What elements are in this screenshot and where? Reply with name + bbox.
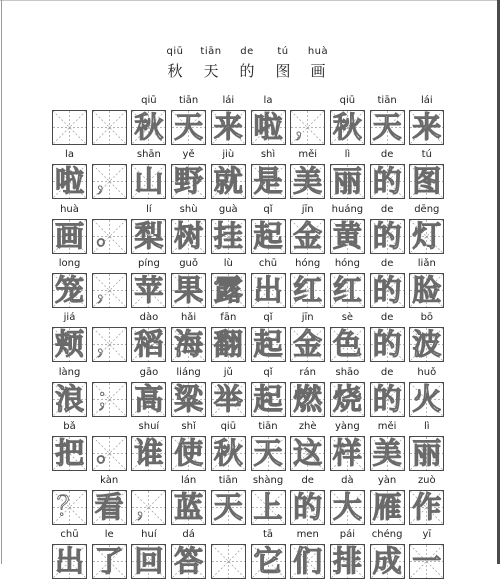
trace-character: 金 xyxy=(293,218,323,253)
tianzige-cell xyxy=(370,219,405,254)
pinyin-label xyxy=(90,311,129,325)
pinyin-label: de xyxy=(301,475,314,487)
pinyin-label xyxy=(90,420,129,434)
trace-character: 燃 xyxy=(293,381,323,416)
pinyin-label xyxy=(90,148,129,162)
pinyin-label: jīn xyxy=(301,203,314,215)
tianzige-cell xyxy=(211,219,246,254)
pinyin-label: huà xyxy=(60,203,79,215)
trace-character: 就 xyxy=(213,164,243,199)
tianzige-cell xyxy=(92,436,127,471)
trace-character: 谁 xyxy=(134,435,164,470)
trace-character: 起 xyxy=(253,218,283,253)
tianzige-cell xyxy=(171,164,206,199)
tianzige-cell xyxy=(251,273,286,308)
tianzige-cell xyxy=(52,382,87,417)
pinyin-label: qiū xyxy=(220,420,237,432)
pinyin-label: dào xyxy=(139,312,159,324)
pinyin-label: lí xyxy=(146,203,152,215)
title-pinyin: qiū xyxy=(166,46,184,57)
trace-character: 丽 xyxy=(412,435,442,470)
tianzige-cell xyxy=(290,273,325,308)
tianzige-cell xyxy=(131,436,166,471)
tianzige-cell xyxy=(370,164,405,199)
pinyin-label: huǒ xyxy=(417,366,437,378)
tianzige-cell xyxy=(409,219,444,254)
pinyin-label: hǎi xyxy=(180,312,197,324)
trace-character: 灯 xyxy=(412,218,442,253)
trace-character: 秋 xyxy=(332,110,362,144)
pinyin-label: dà xyxy=(341,475,354,487)
tianzige-cell xyxy=(330,544,365,579)
title-char: 图 xyxy=(275,62,291,80)
tianzige-cell xyxy=(171,327,206,362)
trace-character: 脸 xyxy=(412,272,442,307)
tianzige-cell xyxy=(171,110,206,145)
tianzige-cell xyxy=(290,327,325,362)
pinyin-label: zuò xyxy=(417,475,436,487)
trace-character: 排 xyxy=(332,544,362,579)
tianzige-cell xyxy=(409,110,444,145)
tianzige-cell xyxy=(330,164,365,199)
tianzige-cell xyxy=(330,327,365,362)
tianzige-cell xyxy=(52,544,87,579)
pinyin-label: de xyxy=(380,257,394,269)
pinyin-label xyxy=(90,257,129,271)
tianzige-cell xyxy=(409,327,444,362)
trace-character: 蓝 xyxy=(174,490,204,525)
tianzige-cell xyxy=(92,490,127,525)
trace-character: 答 xyxy=(174,544,204,579)
tianzige-cell xyxy=(370,327,405,362)
tianzige-cell xyxy=(92,273,127,308)
pinyin-label: dēng xyxy=(414,203,440,215)
trace-character: 来 xyxy=(412,110,442,144)
trace-character: 它 xyxy=(253,544,283,579)
tianzige-cell xyxy=(92,110,127,145)
trace-character: 的 xyxy=(372,164,402,199)
trace-character: 波 xyxy=(412,327,442,362)
trace-character: 天 xyxy=(174,110,204,144)
pinyin-label: tú xyxy=(421,149,432,161)
tianzige-cell xyxy=(171,273,206,308)
pinyin-label xyxy=(288,94,327,108)
tianzige-cell xyxy=(251,382,286,417)
pinyin-label: qiū xyxy=(141,95,157,106)
tianzige-cell xyxy=(52,110,87,145)
trace-character: 出 xyxy=(54,544,84,579)
trace-character: 上 xyxy=(253,490,283,525)
punctuation-mark: 。 xyxy=(96,220,123,251)
trace-character: 秋 xyxy=(134,110,164,144)
tianzige-cell xyxy=(92,219,127,254)
pinyin-label: měi xyxy=(377,420,397,432)
cell-guide-lines xyxy=(212,545,245,578)
tianzige-cell xyxy=(330,436,365,471)
trace-character: 金 xyxy=(293,327,323,362)
trace-character: 回 xyxy=(134,544,164,579)
trace-character: 看 xyxy=(94,490,124,525)
cell-guide-lines xyxy=(93,111,126,144)
pinyin-label: shù xyxy=(179,203,198,215)
tianzige-cell xyxy=(290,490,325,525)
tianzige-cell xyxy=(92,544,127,579)
pinyin-label: pái xyxy=(339,529,356,541)
tianzige-cell xyxy=(131,219,166,254)
pinyin-label: yàng xyxy=(335,420,360,432)
trace-character: 成 xyxy=(372,544,402,579)
tianzige-cell xyxy=(409,382,444,417)
pinyin-label xyxy=(90,203,129,217)
trace-character: 树 xyxy=(174,218,204,253)
tianzige-cell xyxy=(171,219,206,254)
pinyin-label: chū xyxy=(60,529,79,541)
tianzige-cell xyxy=(131,382,166,417)
tianzige-cell xyxy=(92,382,127,417)
tianzige-cell xyxy=(211,327,246,362)
title-pinyin: tú xyxy=(277,46,289,57)
pinyin-label: fān xyxy=(220,312,237,324)
punctuation-mark: ； xyxy=(96,383,123,414)
trace-character: 起 xyxy=(253,381,283,416)
trace-character: 出 xyxy=(253,272,283,307)
pinyin-label: sè xyxy=(341,312,354,324)
pinyin-label: qiū xyxy=(339,95,356,106)
pinyin-label: lì xyxy=(424,420,430,432)
pinyin-label: tiān xyxy=(258,420,278,432)
pinyin-label xyxy=(90,366,129,380)
pinyin-label: de xyxy=(380,366,394,378)
trace-character: 画 xyxy=(54,218,84,253)
pinyin-label: jīn xyxy=(301,312,314,324)
pinyin-label: bǎ xyxy=(63,420,76,432)
pinyin-label: shāo xyxy=(335,366,360,378)
pinyin-label: lán xyxy=(180,475,197,487)
pinyin-label: lì xyxy=(344,149,351,161)
pinyin-label: shàng xyxy=(252,475,284,487)
trace-character: 天 xyxy=(213,490,243,525)
pinyin-label: liǎn xyxy=(417,257,436,269)
tianzige-cell xyxy=(171,436,206,471)
pinyin-label: rán xyxy=(299,366,316,378)
trace-character: 这 xyxy=(293,435,323,470)
tianzige-cell xyxy=(409,490,444,525)
tianzige-cell xyxy=(409,436,444,471)
pinyin-label: men xyxy=(296,529,319,541)
tianzige-cell xyxy=(290,382,325,417)
trace-character: 是 xyxy=(253,164,283,199)
pinyin-label: shì xyxy=(260,149,276,161)
trace-character: 一 xyxy=(412,544,442,579)
tianzige-cell xyxy=(330,219,365,254)
tianzige-cell xyxy=(370,382,405,417)
pinyin-label xyxy=(90,94,129,108)
pinyin-label: tā xyxy=(262,529,274,541)
trace-character: 美 xyxy=(293,164,323,199)
trace-character: 色 xyxy=(332,327,362,362)
punctuation-mark: ， xyxy=(135,492,162,523)
trace-character: 火 xyxy=(412,381,442,416)
trace-character: 样 xyxy=(332,435,362,470)
pinyin-label: làng xyxy=(58,366,81,378)
pinyin-label: huáng xyxy=(331,203,364,215)
title-char: 画 xyxy=(310,62,326,80)
pinyin-label: zhè xyxy=(298,420,317,432)
trace-character: 使 xyxy=(174,435,204,470)
pinyin-label: lái xyxy=(222,95,235,106)
trace-character: 的 xyxy=(372,218,402,253)
tianzige-cell xyxy=(330,490,365,525)
pinyin-label: de xyxy=(380,203,394,215)
trace-character: 翻 xyxy=(213,327,243,362)
trace-character: 作 xyxy=(412,490,442,525)
tianzige-cell xyxy=(211,490,246,525)
pinyin-label: dá xyxy=(182,529,195,541)
trace-character: 浪 xyxy=(54,381,84,416)
pinyin-label: měi xyxy=(298,149,318,161)
tianzige-cell xyxy=(211,436,246,471)
pinyin-label: shǐ xyxy=(181,420,196,432)
tianzige-cell xyxy=(370,544,405,579)
tianzige-cell xyxy=(290,544,325,579)
pinyin-label: guà xyxy=(218,203,238,215)
pinyin-label: yàn xyxy=(377,475,397,487)
tianzige-cell xyxy=(52,219,87,254)
trace-character: 梨 xyxy=(134,218,164,253)
pinyin-label: jiá xyxy=(63,312,76,324)
pinyin-label: chéng xyxy=(371,529,403,541)
pinyin-label: guǒ xyxy=(179,257,198,269)
trace-character: 天 xyxy=(372,110,402,144)
trace-character: 美 xyxy=(372,435,402,470)
trace-character: 来 xyxy=(213,110,243,144)
tianzige-cell xyxy=(330,382,365,417)
trace-character: 粱 xyxy=(174,381,204,416)
trace-character: 举 xyxy=(213,381,243,416)
pinyin-label: hóng xyxy=(295,257,321,269)
tianzige-cell xyxy=(251,327,286,362)
tianzige-cell xyxy=(251,544,286,579)
pinyin-label: lù xyxy=(223,257,233,269)
tianzige-cell xyxy=(290,219,325,254)
tianzige-cell xyxy=(330,273,365,308)
pinyin-label xyxy=(50,94,89,108)
pinyin-label: liáng xyxy=(176,366,201,378)
trace-character: 稻 xyxy=(134,327,164,362)
trace-character: 秋 xyxy=(213,435,243,470)
tianzige-cell xyxy=(211,110,246,145)
trace-character: 大 xyxy=(332,490,362,525)
trace-character: 黄 xyxy=(332,218,362,253)
trace-character: 的 xyxy=(293,490,323,525)
trace-character: 们 xyxy=(293,544,323,579)
punctuation-mark: ？ xyxy=(56,492,83,523)
trace-character: 苹 xyxy=(134,272,164,307)
tianzige-cell xyxy=(251,164,286,199)
title-pinyin: de xyxy=(240,46,254,57)
tianzige-cell xyxy=(171,544,206,579)
pinyin-label: shān xyxy=(136,149,161,161)
tianzige-cell xyxy=(211,164,246,199)
pinyin-label: qǐ xyxy=(263,366,273,378)
trace-character: 把 xyxy=(54,435,84,470)
trace-character: 的 xyxy=(372,327,402,362)
tianzige-cell xyxy=(251,110,286,145)
trace-character: 起 xyxy=(253,327,283,362)
pinyin-label xyxy=(209,528,248,542)
tianzige-cell xyxy=(330,110,365,145)
trace-character: 图 xyxy=(412,164,442,199)
trace-character: 高 xyxy=(134,381,164,416)
tianzige-cell xyxy=(52,327,87,362)
pinyin-label: de xyxy=(380,149,394,161)
tianzige-cell xyxy=(251,490,286,525)
pinyin-label: tiān xyxy=(218,475,238,487)
trace-character: 的 xyxy=(372,381,402,416)
title-char: 的 xyxy=(239,62,255,80)
trace-character: 红 xyxy=(293,272,323,307)
tianzige-cell xyxy=(409,273,444,308)
tianzige-cell xyxy=(370,436,405,471)
tianzige-cell xyxy=(92,164,127,199)
trace-character: 野 xyxy=(174,164,204,199)
tianzige-cell xyxy=(131,327,166,362)
pinyin-label: qǐ xyxy=(263,312,273,324)
tianzige-cell xyxy=(131,544,166,579)
tianzige-cell xyxy=(211,273,246,308)
trace-character: 颊 xyxy=(54,327,84,362)
punctuation-mark: 。 xyxy=(96,437,123,468)
tianzige-cell xyxy=(131,164,166,199)
trace-character: 露 xyxy=(213,272,243,307)
cell-guide-lines xyxy=(53,111,86,144)
tianzige-cell xyxy=(251,436,286,471)
pinyin-label xyxy=(129,474,168,488)
tianzige-cell xyxy=(211,382,246,417)
tianzige-cell xyxy=(251,219,286,254)
trace-character: 笼 xyxy=(54,272,84,307)
pinyin-label: yī xyxy=(422,529,432,541)
pinyin-label: la xyxy=(263,95,273,106)
trace-character: 海 xyxy=(174,327,204,362)
tianzige-cell xyxy=(131,273,166,308)
pinyin-label: píng xyxy=(137,257,160,269)
trace-character: 丽 xyxy=(332,164,362,199)
trace-character: 红 xyxy=(332,272,362,307)
pinyin-label: huí xyxy=(141,529,157,541)
trace-character: 了 xyxy=(94,544,124,579)
tianzige-cell xyxy=(131,490,166,525)
pinyin-label: de xyxy=(380,312,394,324)
trace-character: 天 xyxy=(253,435,283,470)
tianzige-cell xyxy=(370,273,405,308)
trace-character: 啦 xyxy=(253,110,283,144)
trace-character: 的 xyxy=(372,272,402,307)
pinyin-label: tiān xyxy=(377,95,397,106)
tianzige-cell xyxy=(52,436,87,471)
punctuation-mark: ， xyxy=(294,112,321,142)
trace-character: 雁 xyxy=(372,490,402,525)
title-char: 秋 xyxy=(167,62,183,80)
pinyin-label: le xyxy=(104,529,114,541)
pinyin-label: la xyxy=(65,149,74,161)
title-char: 天 xyxy=(203,62,219,80)
tianzige-cell xyxy=(370,110,405,145)
tianzige-cell xyxy=(52,490,87,525)
pinyin-label: jiù xyxy=(222,149,235,161)
tianzige-cell xyxy=(370,490,405,525)
trace-character: 山 xyxy=(134,164,164,199)
tianzige-cell xyxy=(131,110,166,145)
pinyin-label: yě xyxy=(182,149,195,161)
punctuation-mark: ， xyxy=(96,274,123,305)
tianzige-cell xyxy=(211,544,246,579)
pinyin-label: long xyxy=(58,257,81,269)
pinyin-label: bō xyxy=(420,312,434,324)
pinyin-label: shuí xyxy=(138,420,160,432)
pinyin-label: gāo xyxy=(139,366,159,378)
pinyin-label: qǐ xyxy=(263,203,273,215)
punctuation-mark: ， xyxy=(96,166,123,197)
tianzige-cell xyxy=(409,164,444,199)
trace-character: 挂 xyxy=(213,218,243,253)
tianzige-cell xyxy=(52,273,87,308)
tianzige-cell xyxy=(290,436,325,471)
tianzige-cell xyxy=(290,164,325,199)
trace-character: 烧 xyxy=(332,381,362,416)
tianzige-cell xyxy=(52,164,87,199)
pinyin-label: lái xyxy=(420,95,433,106)
tianzige-cell xyxy=(409,544,444,579)
tianzige-cell xyxy=(290,110,325,145)
trace-character: 啦 xyxy=(54,164,84,199)
pinyin-label: hóng xyxy=(334,257,360,269)
title-pinyin: tiān xyxy=(200,46,222,57)
punctuation-mark: ， xyxy=(96,329,123,360)
tianzige-cell xyxy=(92,327,127,362)
pinyin-label xyxy=(50,474,89,488)
title-pinyin: huà xyxy=(307,46,329,57)
pinyin-label: kàn xyxy=(100,475,119,487)
pinyin-label: chū xyxy=(258,257,278,269)
pinyin-label: tiān xyxy=(179,95,199,106)
trace-character: 果 xyxy=(174,272,204,307)
tianzige-cell xyxy=(171,382,206,417)
tianzige-cell xyxy=(171,490,206,525)
pinyin-label: jǔ xyxy=(223,366,233,378)
